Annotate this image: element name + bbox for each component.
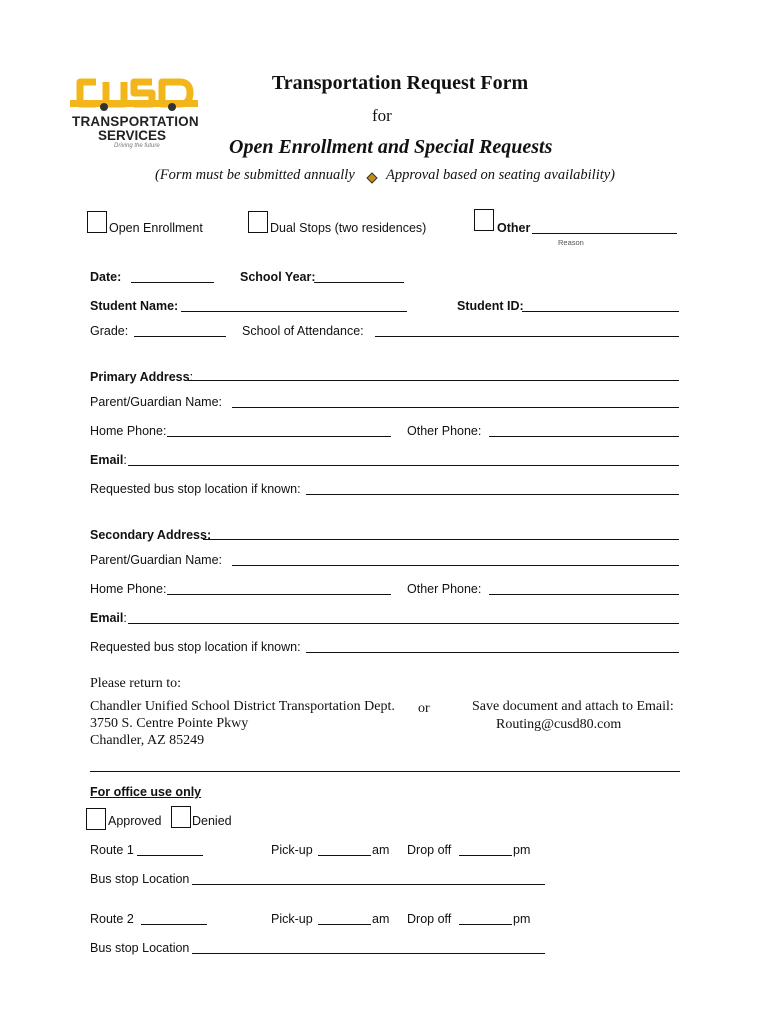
denied-label: Denied [192,814,232,828]
return-dept: Chandler Unified School District Transportation Dept. [90,699,395,714]
secondary-bus-stop-field[interactable] [306,652,679,653]
primary-address-text: Primary Address [90,370,190,384]
route1-pm-label: pm [513,843,531,857]
route2-am-label: am [372,912,390,926]
secondary-email-field[interactable] [128,623,679,624]
route2-bus-stop-label: Bus stop Location [90,941,190,955]
logo-line1: TRANSPORTATION [72,114,199,129]
open-enrollment-checkbox[interactable] [87,211,107,233]
other-label: Other [497,221,531,235]
secondary-other-phone-field[interactable] [489,594,679,595]
route2-pickup-label: Pick-up [271,912,313,926]
student-id-label: Student ID: [457,299,524,313]
dual-stops-checkbox[interactable] [248,211,268,233]
route1-pickup-label: Pick-up [271,843,313,857]
student-name-field[interactable] [181,311,407,312]
school-attendance-field[interactable] [375,336,679,337]
secondary-home-phone-field[interactable] [167,594,391,595]
route2-label: Route 2 [90,912,134,926]
other-reason-field[interactable] [532,233,677,234]
form-for: for [372,106,392,125]
approved-label: Approved [108,814,162,828]
route2-dropoff-field[interactable] [459,924,512,925]
route2-dropoff-label: Drop off [407,912,452,926]
route1-dropoff-field[interactable] [459,855,512,856]
route1-field[interactable] [137,855,203,856]
divider-line [90,771,680,772]
denied-checkbox[interactable] [171,806,191,828]
form-title: Transportation Request Form [271,72,529,94]
return-or: or [418,701,430,716]
office-use-heading: For office use only [90,785,202,799]
grade-label: Grade: [90,324,129,338]
route1-dropoff-label: Drop off [407,843,452,857]
secondary-guardian-label: Parent/Guardian Name: [90,553,223,567]
route1-bus-stop-label: Bus stop Location [90,872,190,886]
date-field[interactable] [131,282,214,283]
school-year-field[interactable] [314,282,404,283]
route1-bus-stop-field[interactable] [192,884,545,885]
primary-address-label: Primary Address: [90,370,194,384]
return-city: Chandler, AZ 85249 [90,733,205,748]
return-street: 3750 S. Centre Pointe Pkwy [90,716,249,731]
diamond-bullet-icon [366,172,378,184]
route1-label: Route 1 [90,843,134,857]
route2-pm-label: pm [513,912,531,926]
reason-caption: Reason [558,238,584,247]
primary-other-phone-label: Other Phone: [407,424,482,438]
secondary-guardian-field[interactable] [232,565,679,566]
routing-email-link[interactable]: Routing@cusd80.com [496,717,622,732]
primary-guardian-field[interactable] [232,407,679,408]
primary-email-text: Email [90,453,124,467]
student-id-field[interactable] [522,311,679,312]
approved-checkbox[interactable] [86,808,106,830]
form-note-right: Approval based on seating availability) [386,167,616,183]
primary-address-field[interactable] [188,380,679,381]
primary-other-phone-field[interactable] [489,436,679,437]
open-enrollment-label: Open Enrollment [109,221,203,235]
student-name-label: Student Name: [90,299,179,313]
primary-email-label: Email: [90,453,127,467]
primary-email-field[interactable] [128,465,679,466]
route2-field[interactable] [141,924,207,925]
school-attendance-label: School of Attendance: [242,324,364,338]
other-checkbox[interactable] [474,209,494,231]
primary-guardian-label: Parent/Guardian Name: [90,395,223,409]
secondary-address-field[interactable] [203,539,679,540]
route1-pickup-field[interactable] [318,855,371,856]
route2-bus-stop-field[interactable] [192,953,545,954]
form-note-left: (Form must be submitted annually [155,167,355,183]
grade-field[interactable] [134,336,226,337]
primary-home-phone-field[interactable] [167,436,391,437]
form-subtitle: Open Enrollment and Special Requests [229,136,553,158]
secondary-other-phone-label: Other Phone: [407,582,482,596]
logo-tagline: Driving the future [114,143,160,149]
dual-stops-label: Dual Stops (two residences) [270,221,427,235]
school-year-label: School Year: [240,270,316,284]
date-label: Date: [90,270,122,284]
secondary-email-text: Email [90,611,124,625]
primary-bus-stop-field[interactable] [306,494,679,495]
secondary-email-label: Email: [90,611,127,625]
logo-line2: SERVICES [98,128,167,143]
secondary-home-phone-label: Home Phone: [90,582,167,596]
route1-am-label: am [372,843,390,857]
save-document-text: Save document and attach to Email: [472,699,674,714]
secondary-address-label: Secondary Address: [90,528,212,542]
secondary-bus-stop-label: Requested bus stop location if known: [90,640,301,654]
primary-bus-stop-label: Requested bus stop location if known: [90,482,301,496]
please-return-label: Please return to: [90,676,181,691]
primary-home-phone-label: Home Phone: [90,424,167,438]
route2-pickup-field[interactable] [318,924,371,925]
